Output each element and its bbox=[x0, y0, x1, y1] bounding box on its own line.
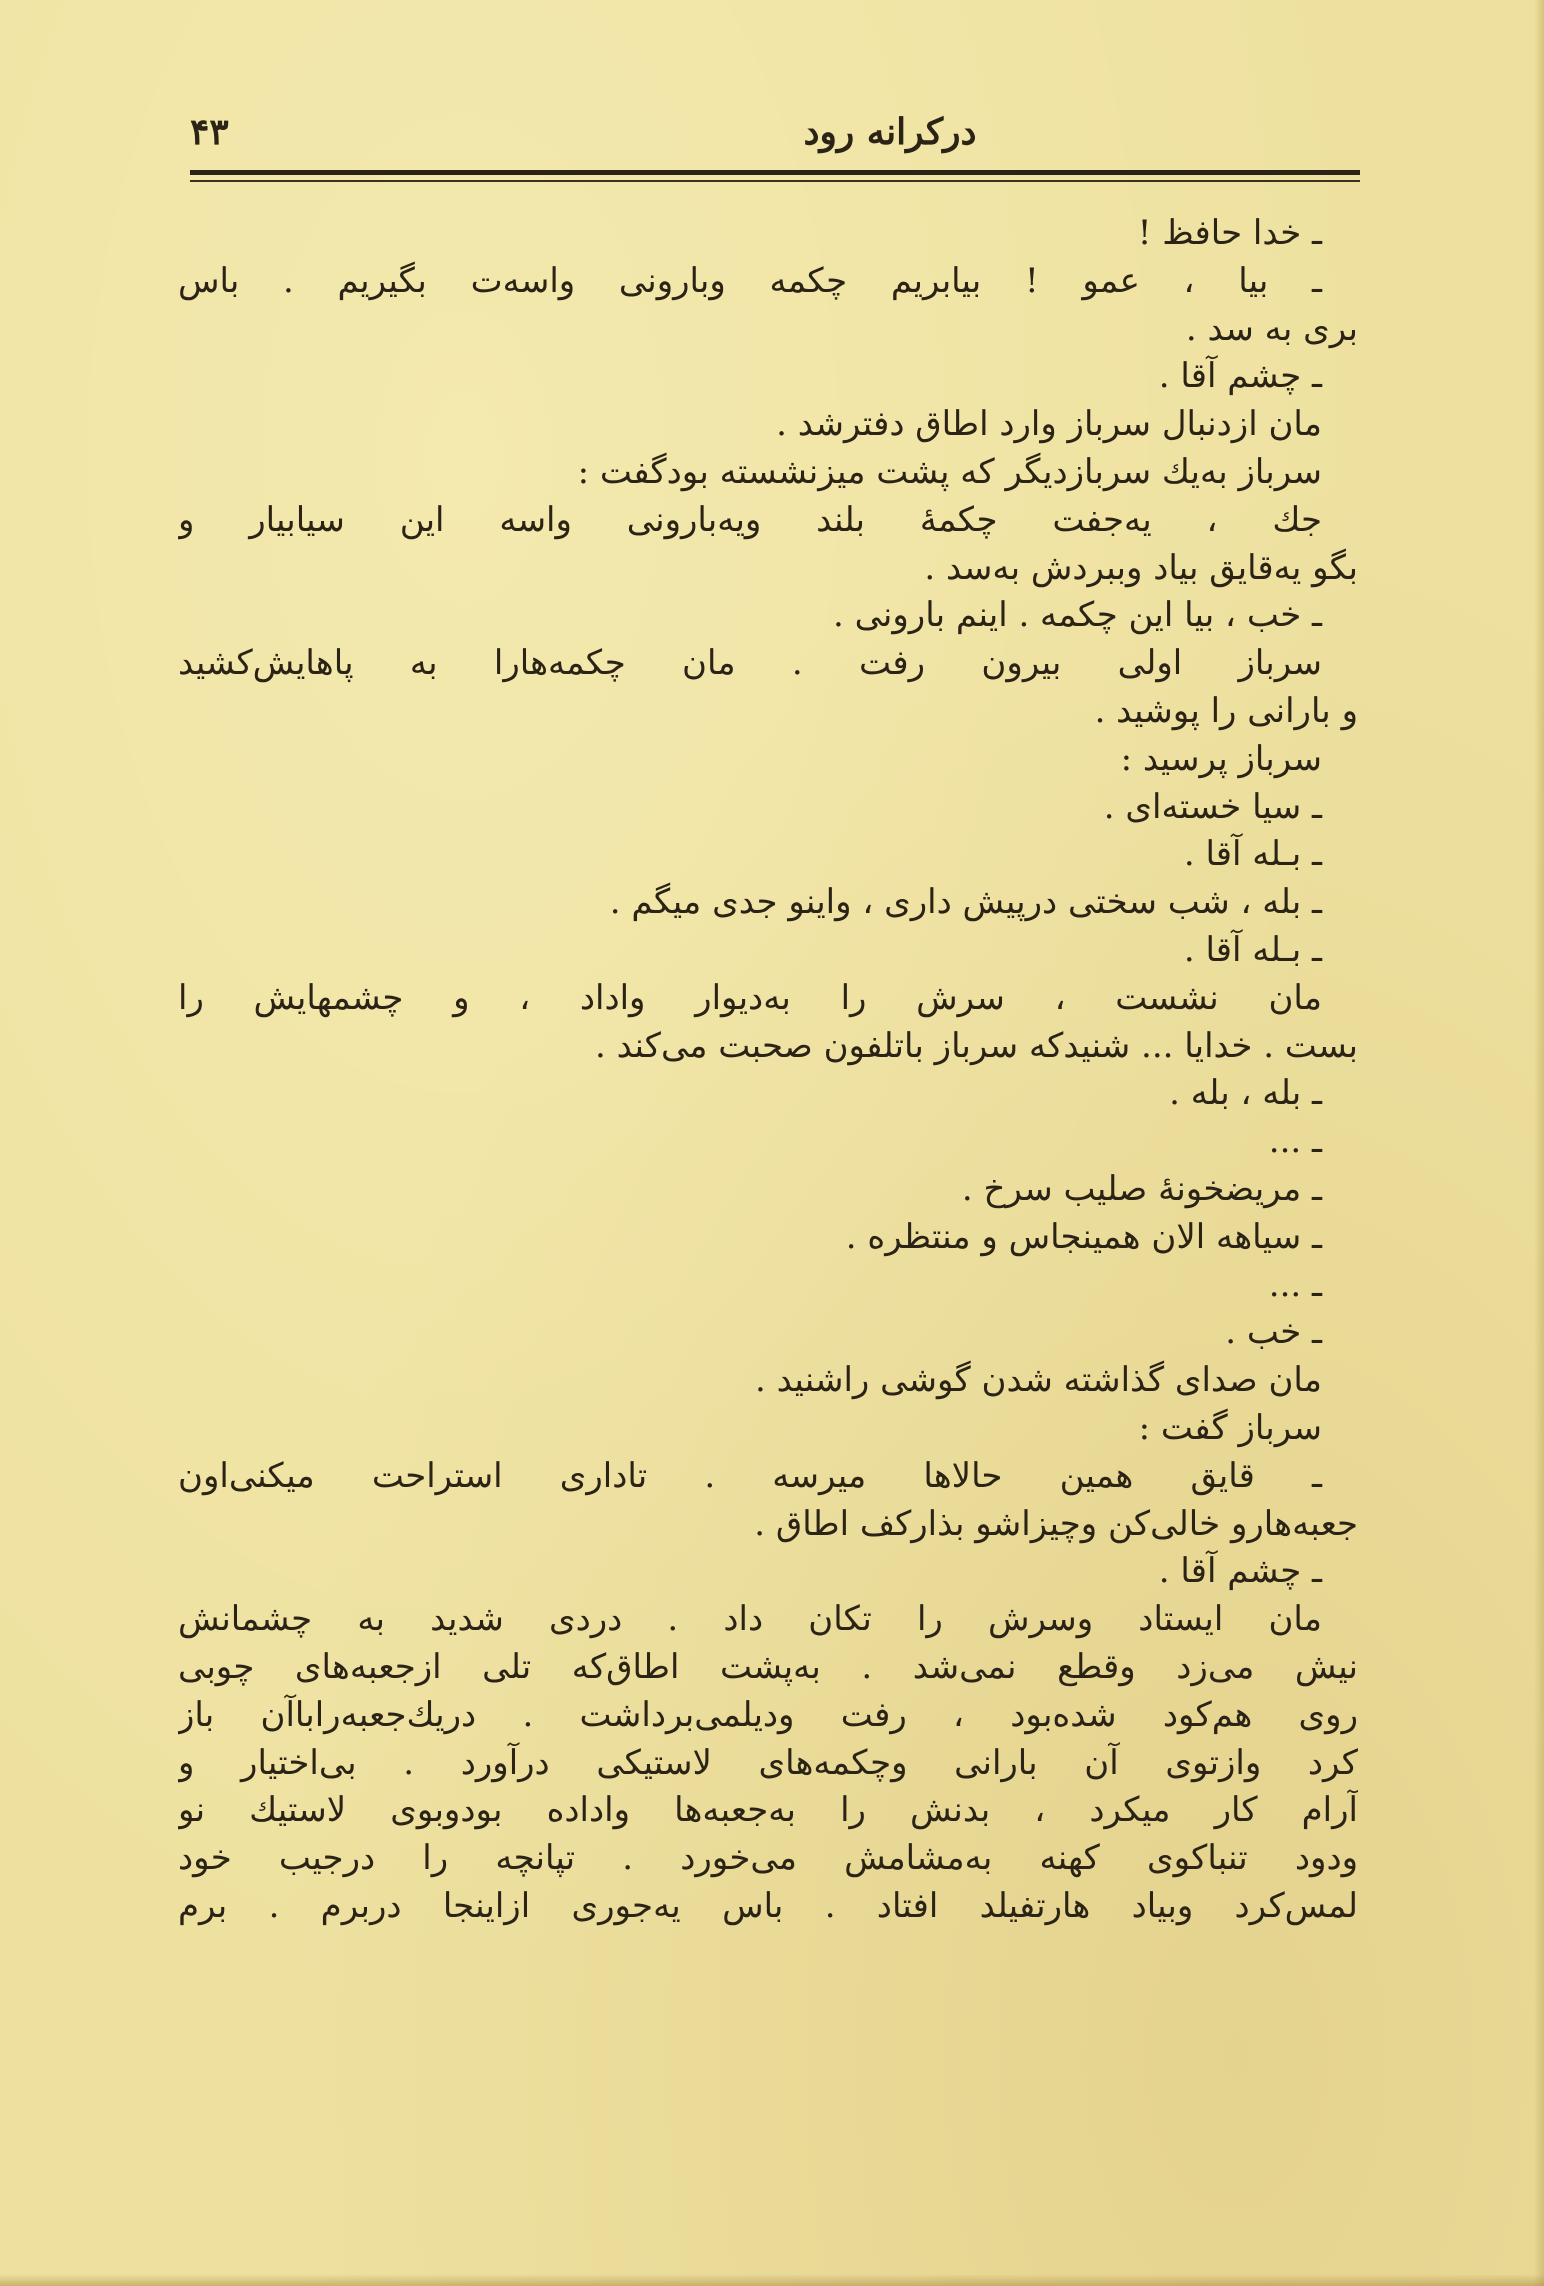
text-line: سرباز پرسید : bbox=[1120, 738, 1322, 779]
page-edge-shadow bbox=[1534, 0, 1544, 2286]
text-line: ـ سیاهه الان همینجاس و منتظره . bbox=[845, 1216, 1322, 1257]
text-line: ودود تنباکوی کهنه به‌مشامش می‌خورد . تپانچه را درجیب خود bbox=[178, 1838, 1358, 1879]
text-line: ـ ... bbox=[1268, 1121, 1322, 1162]
text-line: روی هم‌کود شده‌بود ، رفت ودیلمی‌برداشت . دریك‌جعبه‌راباآن باز bbox=[178, 1694, 1358, 1735]
text-line: ـ چشم آقا . bbox=[1158, 356, 1322, 397]
text-line: بگو یه‌قایق بیاد وببردش به‌سد . bbox=[924, 547, 1358, 588]
page-header bbox=[190, 108, 1360, 156]
text-line: بری به سد . bbox=[1185, 308, 1358, 349]
body-text bbox=[178, 210, 1358, 1931]
text-line: آرام کار میکرد ، بدنش را به‌جعبه‌ها واداده بودوبوی لاستیك نو bbox=[178, 1790, 1358, 1831]
text-line: ـ مریضخونهٔ صلیب سرخ . bbox=[961, 1168, 1322, 1209]
text-line: کرد وازتوی آن بارانی وچکمه‌های لاستیکی درآورد . بی‌اختیار و bbox=[178, 1742, 1358, 1783]
page-bottom-edge bbox=[0, 2274, 1544, 2286]
text-line: جعبه‌هارو خالی‌کن وچیزاشو بذارکف اطاق . bbox=[754, 1503, 1358, 1544]
text-line: سرباز گفت : bbox=[1138, 1407, 1322, 1448]
text-line: ـ بـله آقا . bbox=[1183, 929, 1322, 970]
text-line: بست . خدایا ... شنیدکه سرباز باتلفون صحبت می‌کند . bbox=[595, 1025, 1358, 1066]
page-number: ۴۳ bbox=[190, 111, 229, 153]
text-line: لمس‌کرد وبیاد هارتفیلد افتاد . باس یه‌جوری ازاینجا دربرم . برم bbox=[178, 1885, 1358, 1926]
text-line: ـ بله ، شب سختی درپیش داری ، واینو جدی میگم . bbox=[609, 882, 1322, 923]
text-line: ـ سیا خسته‌ای . bbox=[1103, 786, 1322, 827]
header-rule-thick bbox=[190, 170, 1360, 175]
header-rule-thin bbox=[190, 180, 1360, 182]
text-line: ـ خب ، بیا این چکمه . اینم بارونی . bbox=[832, 595, 1322, 636]
text-line: ـ خدا حافظ ! bbox=[1137, 213, 1322, 253]
text-line: سرباز اولی بیرون رفت . مان چکمه‌هارا به پاهایش‌کشید bbox=[178, 643, 1322, 684]
text-line: سرباز به‌یك سربازدیگر كه پشت میزنشسته بودگفت : bbox=[577, 451, 1322, 492]
text-line: ـ چشم آقا . bbox=[1158, 1551, 1322, 1592]
text-line: مان صدای گذاشته شدن گوشی راشنید . bbox=[754, 1360, 1322, 1401]
text-line: ـ بـله آقا . bbox=[1183, 834, 1322, 875]
text-line: مان ایستاد وسرش را تکان داد . دردی شدید به چشمانش bbox=[178, 1599, 1322, 1640]
text-line: مان ازدنبال سرباز وارد اطاق دفترشد . bbox=[776, 404, 1322, 445]
text-line: ـ خب . bbox=[1225, 1312, 1322, 1353]
text-line: ـ بیا ، عمو ! بیابریم چکمه وبارونی واسه‌ت بگیریم . باس bbox=[178, 260, 1322, 301]
text-line: و بارانی را پوشید . bbox=[1094, 690, 1358, 731]
text-line: ـ بله ، بله . bbox=[1169, 1073, 1322, 1114]
text-line: جك ، یه‌جفت چکمهٔ بلند ویه‌بارونی واسه این سیابیار و bbox=[178, 499, 1322, 540]
text-line: مان نشست ، سرش را به‌دیوار واداد ، و چشمهایش را bbox=[178, 977, 1322, 1018]
running-title: درکرانه رود bbox=[803, 111, 977, 153]
text-line: ـ قایق همین حالاها میرسه . تاداری استراحت میکنی‌اون bbox=[178, 1455, 1322, 1496]
text-line: ـ ... bbox=[1268, 1264, 1322, 1305]
text-line: نیش می‌زد وقطع نمی‌شد . به‌پشت اطاق‌که تلی ازجعبه‌های چوبی bbox=[178, 1646, 1358, 1687]
